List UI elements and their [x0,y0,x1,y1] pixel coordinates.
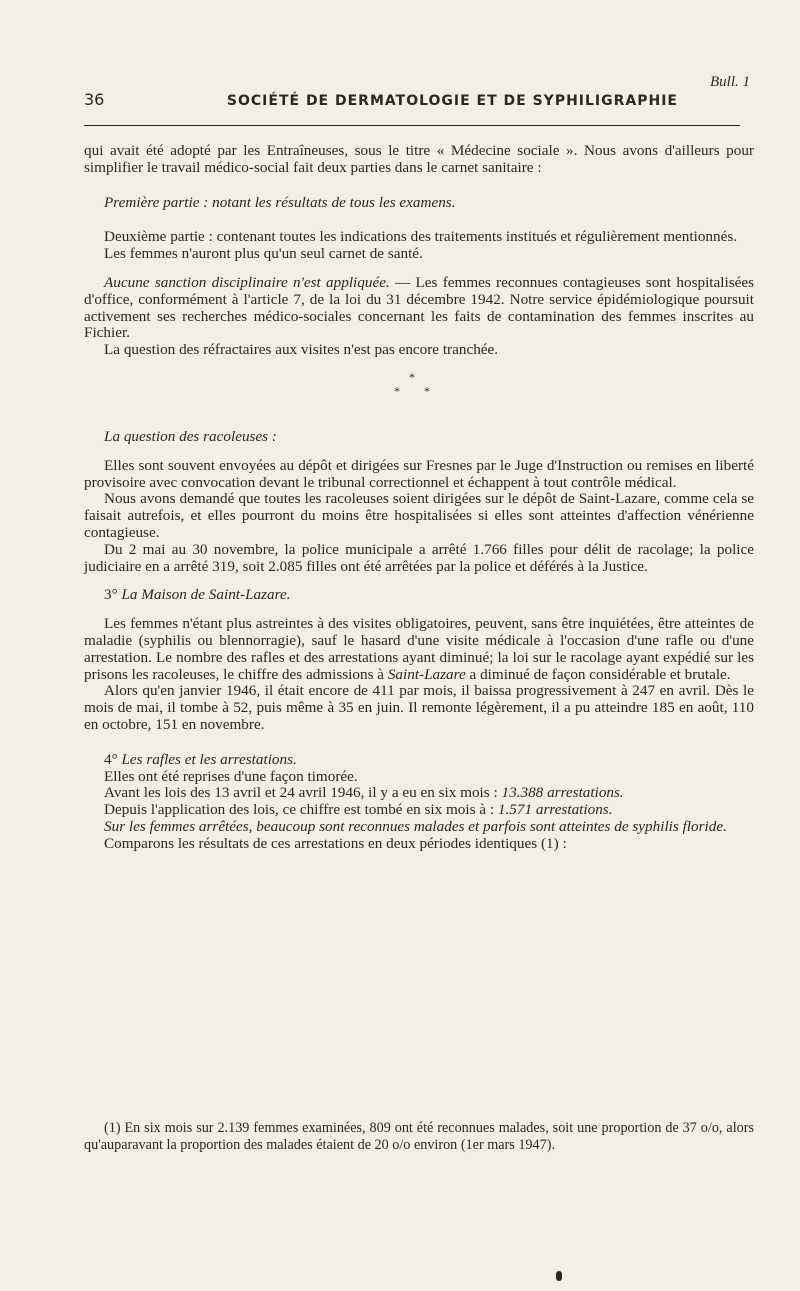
paragraph: Comparons les résultats de ces arrestations en deux périodes identiques (1) : [104,834,567,852]
paragraph [84,229,754,246]
paragraph-text: Les femmes n'étant plus astreintes à des visites obligatoires, peuvent, sans être inquiétées, être atteintes de maladie (syphilis ou blennorragie), sauf le hasard d'une visite médicale à l'occasion d'une rafle ou d'une arrestation. Le nombre des rafles et des arrestations ayant diminué; la loi sur le racolage ayant expédié sur les prisons les racoleuses, le chiffre des admissions à [84,615,754,683]
journal-title: SOCIÉTÉ DE DERMATOLOGIE ET DE SYPHILIGRAPHIE [226,93,678,109]
emphasis: 1.571 arrestations. [497,801,613,819]
paragraph: Elles ont été reprises d'une façon timorée. [104,767,358,785]
emphasis: 13.388 arrestations. [501,784,624,802]
section-number: 3° [104,586,118,604]
section-heading [84,752,754,769]
section-title: La Maison de Saint-Lazare. [121,586,291,604]
section-heading [84,587,754,604]
paragraph [84,275,754,342]
body-text [84,143,754,853]
section-separator [84,369,754,415]
paragraph: Nous avons demandé que toutes les racoleuses soient dirigées sur le dépôt de Saint-Lazare, comme cela se faisait autrefois, et elles pourront du moins être hospitalisées si elles sont atteintes d'affection vénérienne contagieuse. [84,490,754,541]
paragraph: Les femmes n'auront plus qu'un seul carnet de santé. [104,245,423,263]
running-header [84,90,740,126]
paragraph: Première partie : notant les résultats de tous les examens. [104,193,456,211]
separator-star: * [409,369,415,384]
ink-stain [556,1271,562,1281]
separator-star: * [394,383,400,398]
paragraph-text: Deuxième partie : contenant toutes les indications des traitements institués et régulièrement mentionnés. [104,228,738,246]
corner-annotation: Bull. 1 [710,74,750,90]
separator-star: * [424,383,430,398]
paragraph: Alors qu'en janvier 1946, il était encore de 411 par mois, il baissa progressivement à 247 en avril. Dès le mois de mai, il tombe à 52, puis même à 35 en juin. Il remonte légèrement, il a pu atteindre 185 en août, 110 en octobre, 151 en novembre. [84,682,754,733]
paragraph [84,802,754,819]
paragraph [84,785,754,802]
paragraph: La question des réfractaires aux visites n'est pas encore tranchée. [104,341,499,359]
paragraph: qui avait été adopté par les Entraîneuses, sous le titre « Médecine sociale ». Nous avons d'ailleurs pour simplifier le travail médico-social fait deux parties dans le carnet sanitaire : [84,142,754,176]
paragraph [84,616,754,683]
section-number: 4° [104,750,118,768]
emphasis: Aucune sanction disciplinaire n'est appliquée. [104,273,390,291]
paragraph: Du 2 mai au 30 novembre, la police municipale a arrêté 1.766 filles pour délit de racolage; la police judiciaire en a arrêté 319, soit 2.085 filles ont été arrêtées par la police et déférés à la Justice. [84,540,754,575]
paragraph: Sur les femmes arrêtées, beaucoup sont reconnues malades et parfois sont atteintes de syphilis floride. [104,817,727,835]
paragraph-text: Depuis l'application des lois, ce chiffre est tombé en six mois à : [104,801,498,819]
emphasis: Saint-Lazare [387,665,466,683]
footnote: (1) En six mois sur 2.139 femmes examinées, 809 ont été reconnues malades, soit une proportion de 37 o/o, alors qu'auparavant la proportion des malades étaient de 20 o/o environ (1er mars 1947). [84,1120,754,1153]
paragraph: Elles sont souvent envoyées au dépôt et dirigées sur Fresnes par le Juge d'Instruction ou remises en liberté provisoire avec convocation devant le tribunal correctionnel et échappent à tout contrôle médical. [84,456,754,491]
section-title: Les rafles et les arrestations. [121,750,297,768]
paragraph-text: — Les femmes reconnues contagieuses sont hospitalisées d'office, conformément à l'article 7, de la loi du 31 décembre 1942. Notre service épidémiologique poursuit activement ses recherches médico-sociales concernant les faits de contamination des femmes inscrites au Fichier. [84,273,754,342]
paragraph-text: Avant les lois des 13 avril et 24 avril 1946, il y a eu en six mois : [104,784,502,802]
page-number: 36 [84,90,105,109]
paragraph-text: a diminué de façon considérable et brutale. [465,665,731,683]
section-heading: La question des racoleuses : [104,427,277,445]
